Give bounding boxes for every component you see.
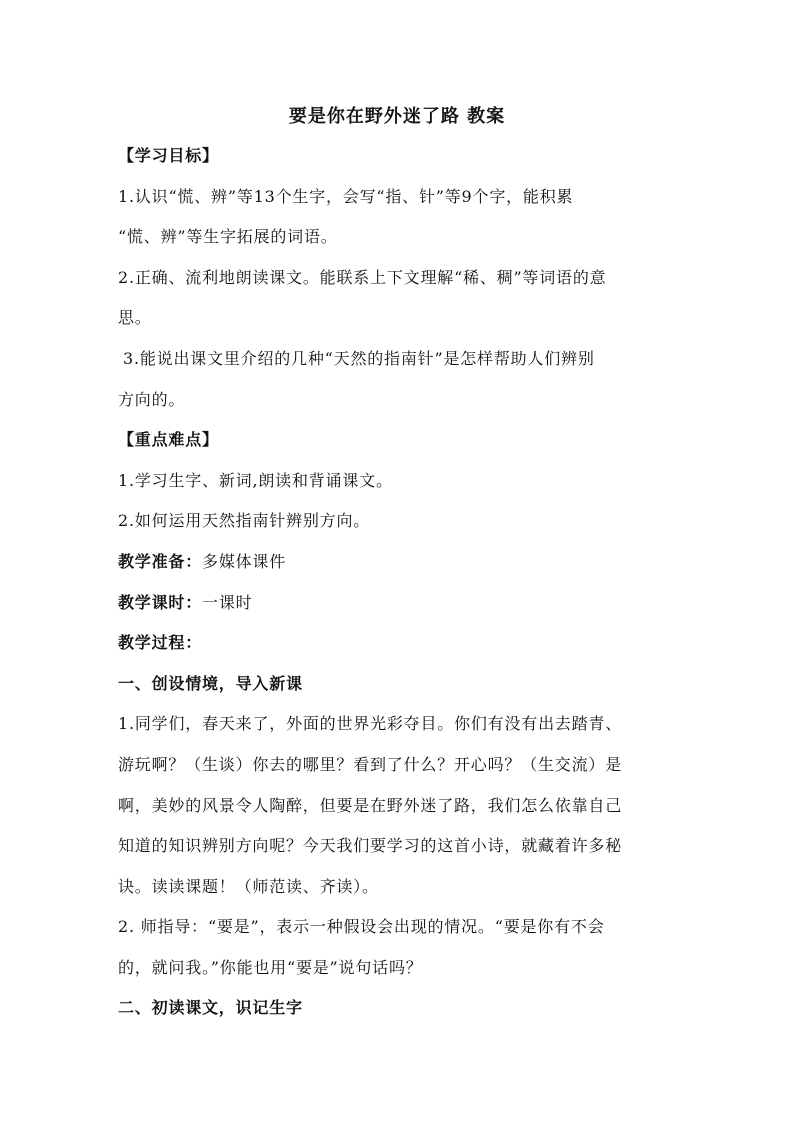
teaching-preparation-value: 多媒体课件: [202, 551, 287, 571]
teaching-preparation-label: 教学准备：: [118, 551, 203, 571]
step-1-para-2-line-2: 的，就问我。”你能也用“要是”说句话吗？: [118, 957, 423, 977]
key-point-1: 1.学习生字、新词,朗读和背诵课文。: [118, 470, 393, 490]
step-1-para-1-line-5: 诀。读读课题！（师范读、齐读）。: [118, 876, 379, 896]
section-heading-teaching-process: 教学过程：: [118, 633, 203, 653]
teaching-periods-label: 教学课时：: [118, 592, 203, 612]
goal-1-line-1: 1.认识“慌、辨”等13个生字，会写“指、针”等9个字，能积累: [118, 186, 574, 206]
teaching-periods: [118, 591, 678, 615]
step-1-para-1-line-2: 游玩啊？（生谈）你去的哪里？看到了什么？开心吗？（生交流）是: [118, 754, 623, 774]
step-1-para-1-line-3: 啊，美妙的风景令人陶醉，但要是在野外迷了路，我们怎么依靠自己: [118, 795, 623, 815]
goal-3-line-1: 3.能说出课文里介绍的几种“天然的指南针”是怎样帮助人们辨别: [123, 348, 595, 368]
document-body: [118, 144, 678, 1037]
goal-3-line-2: 方向的。: [118, 389, 186, 409]
step-1-para-2-line-1: 2. 师指导：“要是”，表示一种假设会出现的情况。“要是你有不会: [118, 917, 605, 937]
section-heading-learning-goals: 【学习目标】: [118, 146, 219, 165]
section-heading-key-points: 【重点难点】: [118, 430, 219, 450]
key-point-2: 2.如何运用天然指南针辨别方向。: [118, 511, 371, 531]
teaching-preparation: [118, 550, 678, 574]
goal-2-line-2: 思。: [118, 308, 152, 328]
document-title: 要是你在野外迷了路 教案: [288, 106, 506, 127]
step-2-heading: 二、初读课文，识记生字: [118, 998, 303, 1018]
step-1-para-1-line-4: 知道的知识辨别方向呢？今天我们要学习的这首小诗，就藏着许多秘: [118, 836, 623, 856]
goal-2-line-1: 2.正确、流利地朗读课文。能联系上下文理解“稀、稠”等词语的意: [118, 267, 607, 287]
teaching-periods-value: 一课时: [202, 592, 253, 612]
goal-1-line-2: “慌、辨”等生字拓展的词语。: [118, 227, 338, 247]
step-1-para-1-line-1: 1.同学们，春天来了，外面的世界光彩夺目。你们有没有出去踏青、: [118, 714, 623, 734]
step-1-heading: 一、创设情境，导入新课: [118, 673, 303, 693]
